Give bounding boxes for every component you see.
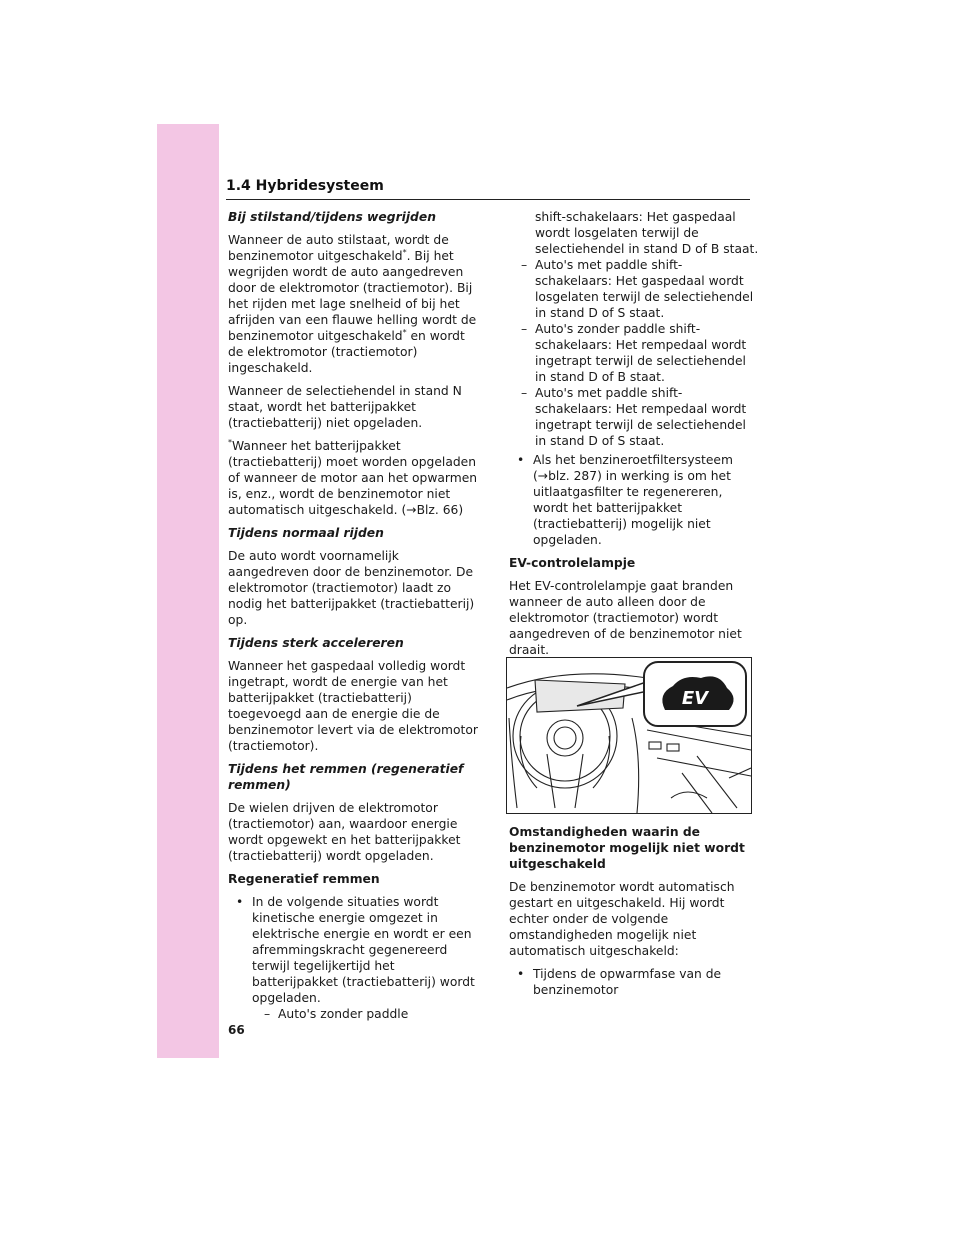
heading-ev-controlelampje: EV-controlelampje (509, 556, 636, 570)
paragraph-ev-controlelampje: Het EV-controlelampje gaat branden wanneer de auto alleen door de elektromotor (tractiemotor) wordt aangedreven of de benzinemotor niet draait. (509, 579, 742, 657)
dashboard-illustration (506, 657, 752, 814)
bullet-list (509, 966, 759, 998)
heading-omstandigheden: Omstandigheden waarin de benzinemotor mogelijk niet wordt uitgeschakeld (509, 825, 745, 871)
footnote-marker: * (228, 437, 232, 447)
section-title: 1.4 Hybridesysteem (226, 178, 384, 194)
page-number: 66 (228, 1023, 245, 1037)
footnote-marker: * (402, 247, 407, 257)
bullet-list (509, 452, 759, 548)
ev-indicator-label: EV (681, 688, 709, 709)
footnote: *Wanneer het batterijpakket (tractiebatterij) moet worden opgeladen of wanneer de motor aan het opwarmen is, enz., wordt de benzinemotor niet automatisch uitgeschakeld. (→Blz. 66) (228, 437, 478, 517)
right-column (509, 209, 759, 665)
dash-list (252, 1006, 478, 1022)
list-item: • Als het benzineroetfiltersysteem (→blz. 287) in werking is om het uitlaatgasfilter te regenereren, wordt het batterijpakket (tractiebatterij) mogelijk niet opgeladen. (509, 452, 759, 548)
list-item: – Auto's zonder paddle shift-schakelaars: Het rempedaal wordt ingetrapt terwijl de selectiehendel in stand D of B staat. (521, 322, 747, 384)
heading-stilstand: Bij stilstand/tijdens wegrijden (228, 210, 436, 224)
list-item: shift-schakelaars: Het gaspedaal wordt losgelaten terwijl de selectiehendel in stand D of B staat. (535, 210, 759, 256)
paragraph-selectiehendel: Wanneer de selectiehendel in stand N staat, wordt het batterijpakket (tractiebatterij) niet opgeladen. (228, 384, 462, 430)
paragraph-stilstand: Wanneer de auto stilstaat, wordt de benzinemotor uitgeschakeld*. Bij het wegrijden wordt de auto aangedreven door de elektromotor (tractiemotor). Bij het rijden met lage snelheid of bij het afrijden van een flauwe helling wordt de benzinemotor uitgeschakeld* en wordt de elektromotor (tractiemotor) ingeschakeld. (228, 233, 477, 375)
paragraph-remmen: De wielen drijven de elektromotor (tractiemotor) aan, waardoor energie wordt opgewekt en het batterijpakket (tractiebatterij) wordt opgeladen. (228, 801, 461, 863)
list-item: • Tijdens de opwarmfase van de benzinemotor (509, 966, 759, 998)
bullet-list (228, 894, 478, 1022)
heading-remmen: Tijdens het remmen (regeneratief remmen) (228, 762, 464, 792)
paragraph-omstandigheden: De benzinemotor wordt automatisch gestart en uitgeschakeld. Hij wordt echter onder de volgende omstandigheden mogelijk niet automatisch uitgeschakeld: (509, 880, 735, 958)
footnote-marker: * (402, 327, 407, 337)
list-item: • In de volgende situaties wordt kinetische energie omgezet in elektrische energie en wordt er een afremmingskracht gegenereerd terwijl tegelijkertijd het batterijpakket (tractiebatterij) wordt opgeladen. – Auto's zonder paddle (228, 894, 478, 1022)
heading-normaal-rijden: Tijdens normaal rijden (228, 526, 384, 540)
heading-regeneratief-remmen: Regeneratief remmen (228, 872, 380, 886)
chapter-side-tab (157, 124, 219, 1058)
heading-sterk-accelereren: Tijdens sterk accelereren (228, 636, 404, 650)
dash-list (509, 209, 759, 449)
header-rule (226, 199, 750, 200)
list-item: – Auto's zonder paddle (264, 1007, 409, 1021)
paragraph-sterk-accelereren: Wanneer het gaspedaal volledig wordt ingetrapt, wordt de energie van het batterijpakket (tractiebatterij) toegevoegd aan de energie die de benzinemotor levert via de elektromotor (tractiemotor). (228, 659, 478, 753)
list-item: – Auto's met paddle shift-schakelaars: Het rempedaal wordt ingetrapt terwijl de selectiehendel in stand D of S staat. (521, 386, 747, 448)
left-column (228, 209, 478, 1029)
dashboard-drawing (507, 658, 751, 813)
paragraph-normaal-rijden: De auto wordt voornamelijk aangedreven door de benzinemotor. De elektromotor (tractiemotor) laadt zo nodig het batterijpakket (tractiebatterij) op. (228, 549, 475, 627)
list-item: – Auto's met paddle shift-schakelaars: Het gaspedaal wordt losgelaten terwijl de selectiehendel in stand D of S staat. (521, 258, 754, 320)
right-column-lower (509, 824, 759, 1005)
